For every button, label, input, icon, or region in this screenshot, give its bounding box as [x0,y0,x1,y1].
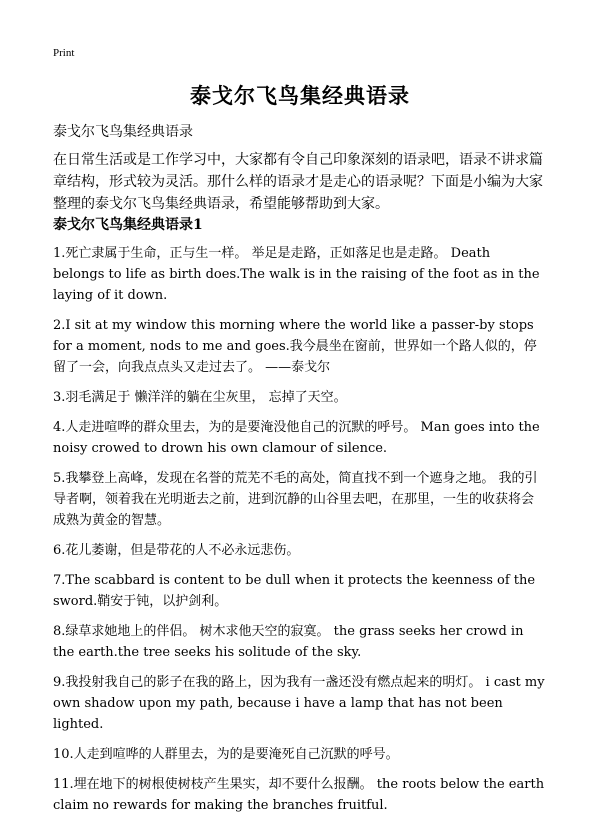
quote-item: 7.The scabbard is content to be dull when it protects the keenness of the sword.鞘安于钝，以护剑利。 [53,573,536,609]
quote-item: 2.I sit at my window this morning where the world like a passer-by stops for a moment, nods to me and goes.我今晨坐在窗前，世界如一个路人似的，停留了一会，向我点点头又走过去了。 ——泰戈尔 [53,318,537,375]
section-heading: 泰戈尔飞鸟集经典语录1 [53,217,203,233]
quote-item: 8.绿草求她地上的伴侣。 树木求他天空的寂寞。 the grass seeks her crowd in the earth.the tree seeks his solitude of the sky. [53,624,524,660]
print-link[interactable]: Print [53,47,75,59]
subtitle: 泰戈尔飞鸟集经典语录 [53,124,193,140]
quote-item: 4.人走进喧哗的群众里去，为的是要淹没他自己的沉默的呼号。 Man goes into the noisy crowed to drown his own clamour of silence. [53,420,540,456]
quote-item: 1.死亡隶属于生命，正与生一样。 举足是走路，正如落足也是走路。 Death belongs to life as birth does.The walk is in the raising of the foot as in the laying of it down. [53,246,540,303]
quote-item: 6.花儿萎谢，但是带花的人不必永远悲伤。 [53,543,300,558]
quote-list [53,243,545,825]
intro-paragraph: 在日常生活或是工作学习中，大家都有令自己印象深刻的语录吧，语录不讲求篇章结构，形式较为灵活。那什么样的语录才是走心的语录呢？下面是小编为大家整理的泰戈尔飞鸟集经典语录，希望能够帮助到大家。 [53,152,543,212]
quote-item: 10.人走到喧哗的人群里去，为的是要淹死自己沉默的呼号。 [53,747,399,762]
quote-item: 9.我投射我自己的影子在我的路上，因为我有一盏还没有燃点起来的明灯。 i cast my own shadow upon my path, because i have a lamp that has not been lighted. [53,675,545,732]
quote-item: 5.我攀登上高峰，发现在名誉的荒芜不毛的高处，简直找不到一个遮身之地。 我的引导者啊，领着我在光明逝去之前，进到沉静的山谷里去吧，在那里，一生的收获将会成熟为黄金的智慧。 [53,471,538,528]
page-title: 泰戈尔飞鸟集经典语录 [190,83,410,108]
quote-item: 3.羽毛满足于 懒洋洋的躺在尘灰里， 忘掉了天空。 [53,390,347,405]
quote-item: 11.埋在地下的树根使树枝产生果实，却不要什么报酬。 the roots below the earth claim no rewards for making the branches fruitful. [53,777,545,813]
